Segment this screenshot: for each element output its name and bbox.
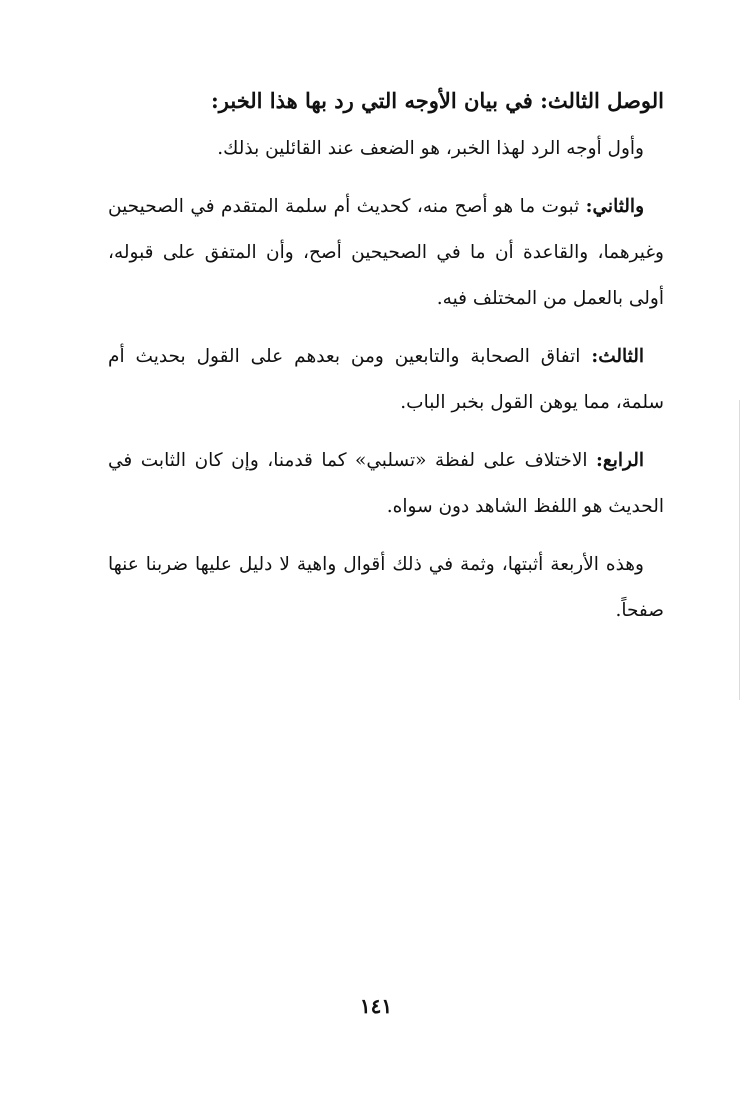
scan-edge-shadow xyxy=(739,400,740,700)
paragraph-conclusion xyxy=(108,542,664,634)
paragraph-lead: الثالث: xyxy=(591,346,644,367)
paragraph-third-reason xyxy=(108,334,664,426)
section-heading: الوصل الثالث: في بيان الأوجه التي رد بها هذا الخبر: xyxy=(211,88,664,113)
paragraph-text: وأول أوجه الرد لهذا الخبر، هو الضعف عند القائلين بذلك. xyxy=(217,138,644,159)
paragraph-text: وهذه الأربعة أثبتها، وثمة في ذلك أقوال واهية لا دليل عليها ضربنا عنها صفحاً. xyxy=(108,554,664,621)
paragraph-lead: والثاني: xyxy=(585,196,644,217)
paragraph-fourth-reason xyxy=(108,438,664,530)
paragraph-text: الاختلاف على لفظة «تسلبي» كما قدمنا، وإن كان الثابت في الحديث هو اللفظ الشاهد دون سواه. xyxy=(108,450,664,517)
paragraph-second-reason xyxy=(108,184,664,322)
page-number: ١٤١ xyxy=(359,994,393,1018)
paragraph-text: اتفاق الصحابة والتابعين ومن بعدهم على القول بحديث أم سلمة، مما يوهن القول بخبر الباب. xyxy=(108,346,664,413)
paragraph-first-reason xyxy=(108,126,664,172)
paragraph-lead: الرابع: xyxy=(596,450,644,471)
paragraph-text: ثبوت ما هو أصح منه، كحديث أم سلمة المتقدم في الصحيحين وغيرهما، والقاعدة أن ما في الصحيحين أصح، وأن المتفق على قبوله، أولى بالعمل من المختلف فيه. xyxy=(108,196,664,309)
page-body xyxy=(108,78,664,646)
